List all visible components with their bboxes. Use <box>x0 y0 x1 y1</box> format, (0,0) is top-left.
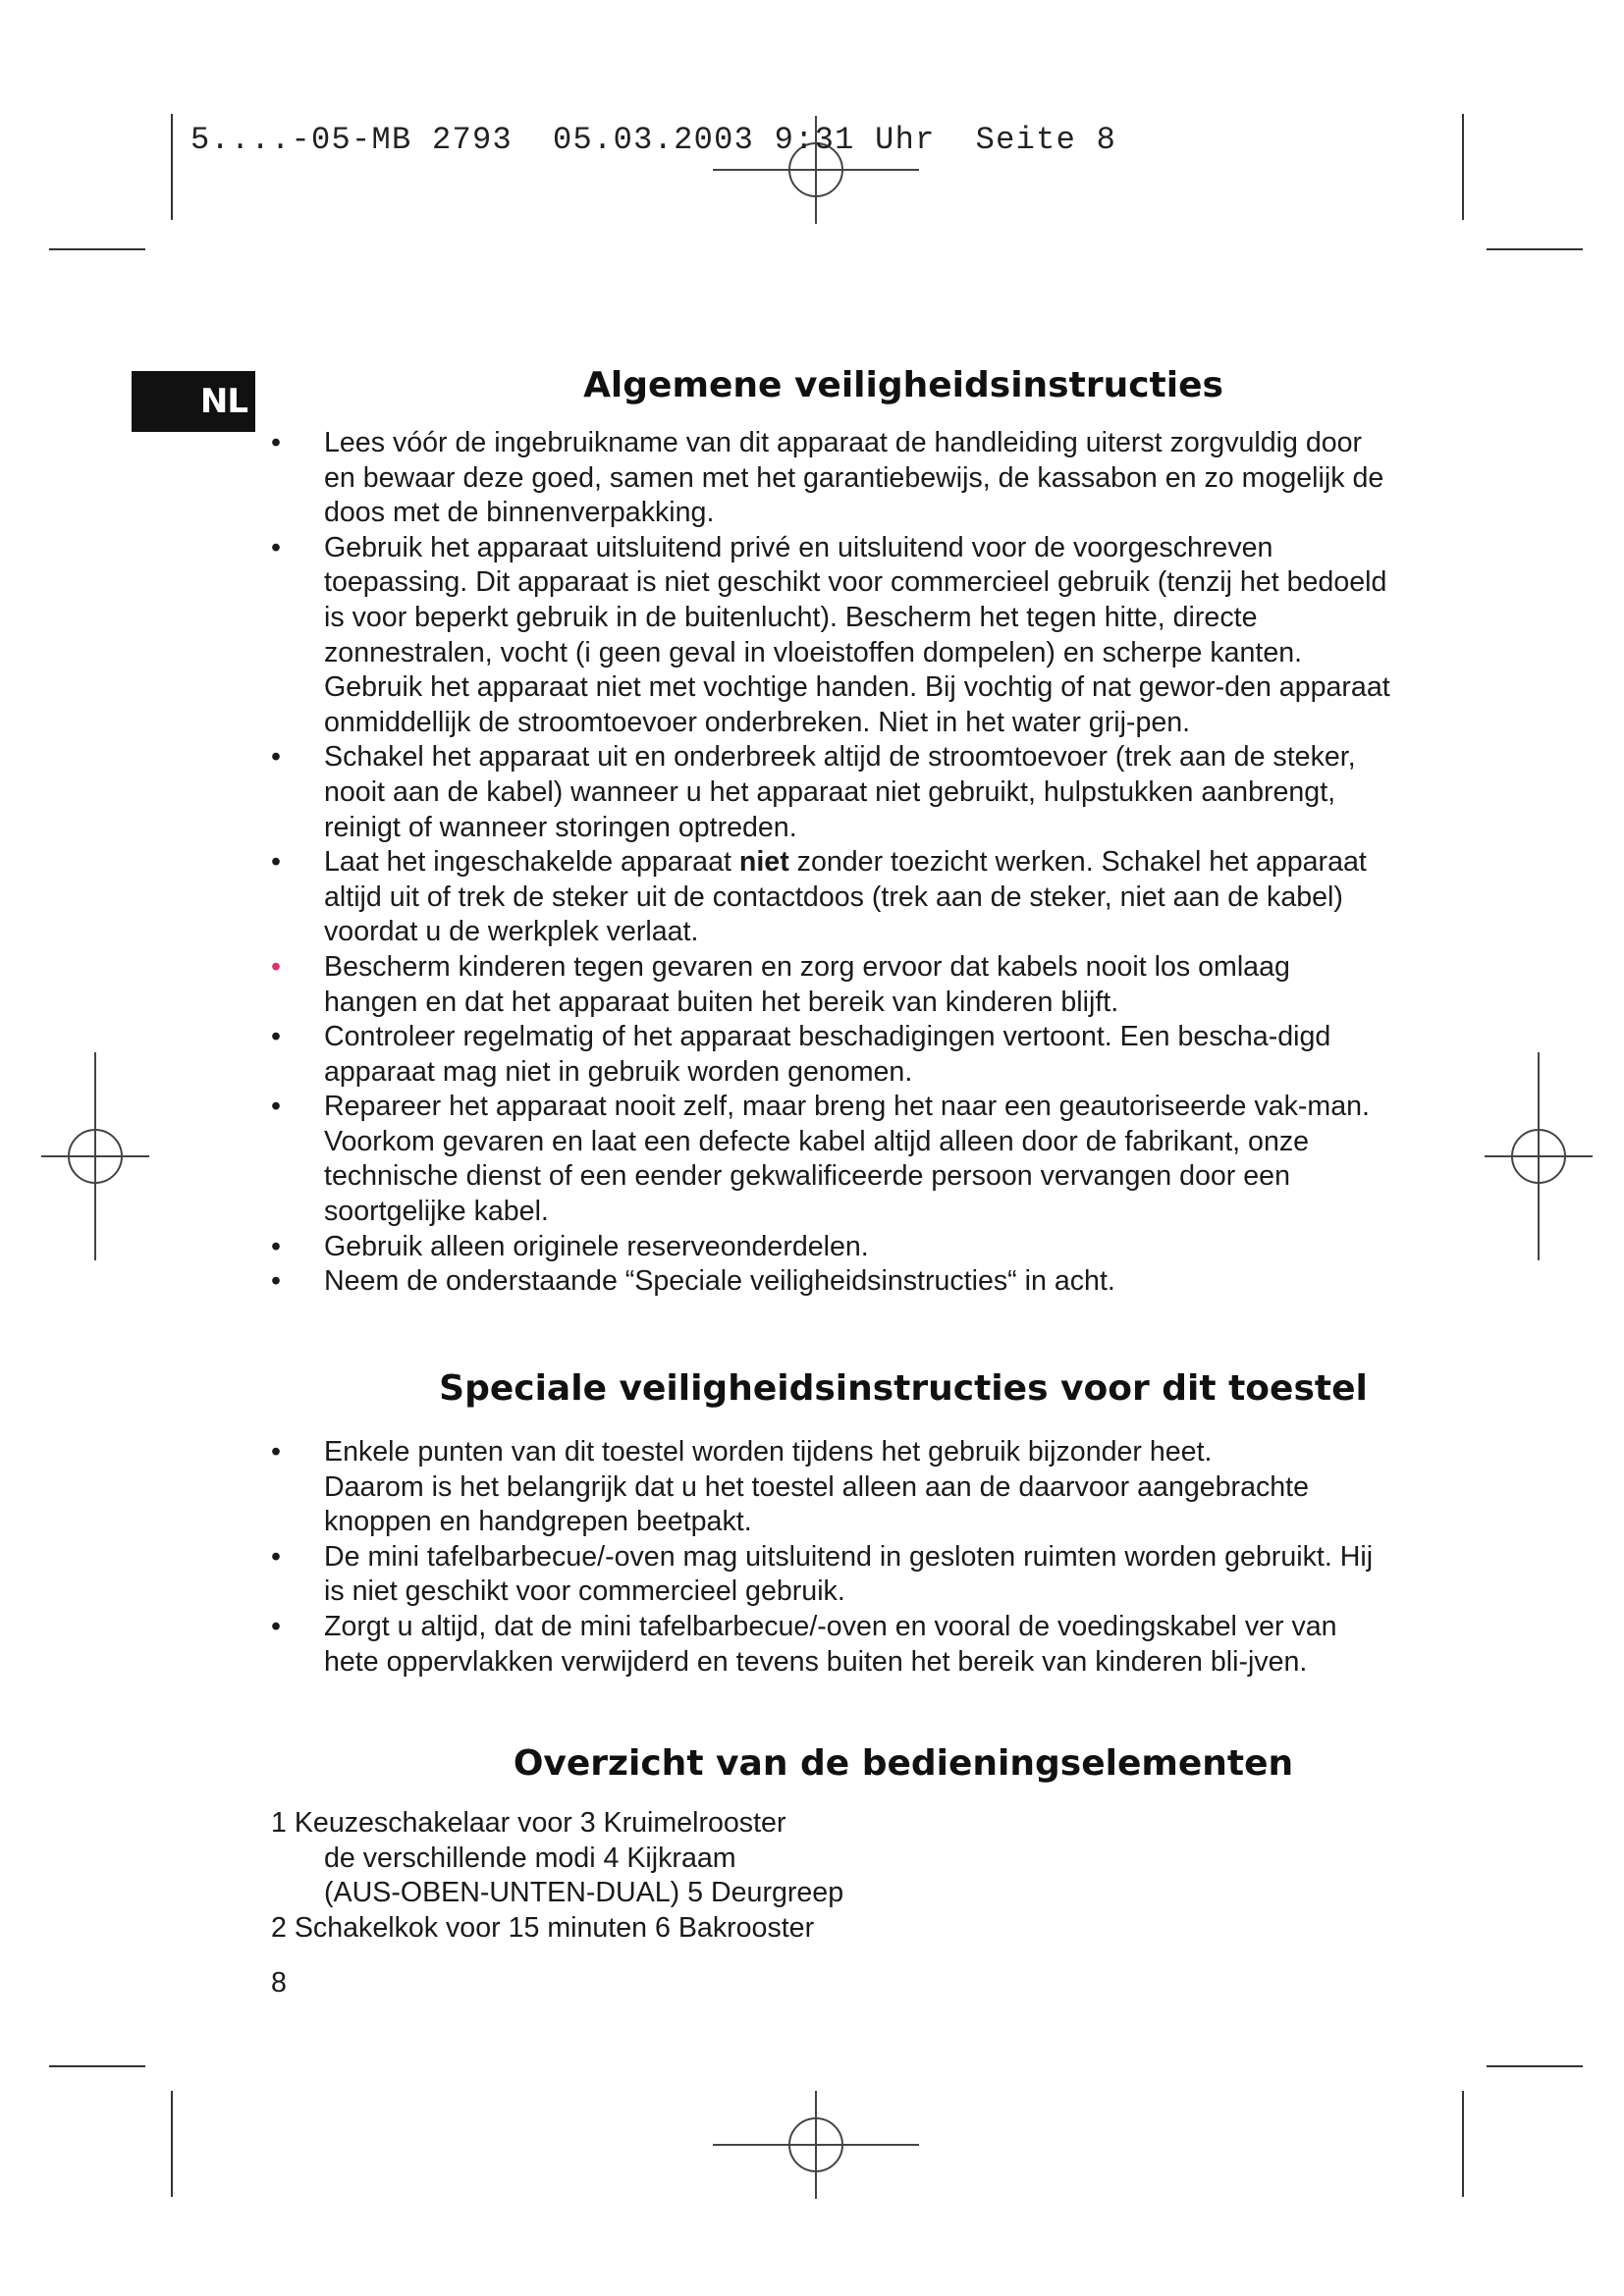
bullet: • <box>271 1610 282 1642</box>
list-item: • Zorgt u altijd, dat de mini tafelbarbecue/-oven en vooral de voedingskabel ver van hete oppervlakken verwijderd en tevens buiten het bereik van kinderen bli-jven. <box>271 1610 1337 1678</box>
crop-mark <box>49 2065 145 2067</box>
controls-line: 2 Schakelkok voor 15 minuten 6 Bakrooster <box>271 1911 815 1944</box>
list-item: • Gebruik het apparaat uitsluitend privé en uitsluitend voor de voorgeschreven toepassing. Dit apparaat is niet geschikt voor commercieel gebruik (tenzij het bedoeld is voor beperkt gebruik in de buitenlucht). Bescherm het tegen hitte, directe zonnestralen, vocht (i geen geval in vloeistoffen dompelen) en scherpe kanten. Gebruik het apparaat niet met vochtige handen. Bij vochtig of nat gewor-den apparaat onmiddellijk de stroomtoevoer onderbreken. Niet in het water grij-pen. <box>271 531 1390 738</box>
section-title-general-safety: Algemene veiligheidsinstructies <box>583 365 1223 405</box>
bullet: • <box>271 1230 282 1262</box>
bullet: • <box>271 531 282 563</box>
bullet: • <box>271 1021 282 1053</box>
crop-mark <box>1462 2091 1464 2197</box>
special-safety-list <box>271 1435 1390 1680</box>
general-safety-list <box>271 426 1390 1300</box>
bullet: • <box>271 1265 282 1298</box>
crop-mark <box>1487 2065 1583 2067</box>
bullet: • <box>271 427 282 458</box>
list-item: • Controleer regelmatig of het apparaat beschadigingen vertoont. Een bescha-digd apparaat mag niet in gebruik worden genomen. <box>271 1021 1331 1088</box>
list-item: • Laat het ingeschakelde apparaat niet zonder toezicht werken. Schakel het apparaat altijd uit of trek de steker uit de contactdoos (trek aan de steker, niet aan de kabel) voordat u de werkplek verlaat. <box>271 846 1367 948</box>
registration-mark-left <box>41 1052 149 1260</box>
list-item: • Bescherm kinderen tegen gevaren en zorg ervoor dat kabels nooit los omlaag hangen en dat het apparaat buiten het bereik van kinderen blijft. <box>271 950 1290 1018</box>
bullet: • <box>271 1091 282 1123</box>
controls-line: 1 Keuzeschakelaar voor 3 Kruimelrooster <box>271 1807 786 1839</box>
list-item: • Lees vóór de ingebruikname van dit apparaat de handleiding uiterst zorgvuldig door en bewaar deze goed, samen met het garantiebewijs, de kassabon en zo mogelijk de doos met de binnenverpakking. <box>271 427 1384 529</box>
bullet: • <box>271 846 282 879</box>
emphasis-not: niet <box>738 846 789 879</box>
list-item: • Repareer het apparaat nooit zelf, maar breng het naar een geautoriseerde vak-man. Voorkom gevaren en laat een defecte kabel altijd alleen door de fabrikant, onze technische dienst of een eender gekwalificeerde persoon vervangen door een soortgelijke kabel. <box>271 1091 1370 1228</box>
bullet: • <box>271 950 282 983</box>
registration-mark-bottom <box>713 2091 919 2199</box>
print-job-header: 5....-05-MB 2793 05.03.2003 9:31 Uhr Seite 8 <box>190 122 1117 158</box>
section-title-controls-overview: Overzicht van de bedieningselementen <box>513 1743 1294 1784</box>
controls-line: (AUS-OBEN-UNTEN-DUAL) 5 Deurgreep <box>324 1877 844 1909</box>
list-item: • Schakel het apparaat uit en onderbreek altijd de stroomtoevoer (trek aan de steker, nooit aan de kabel) wanneer u het apparaat niet gebruikt, hulpstukken aanbrengt, reinigt of wanneer storingen optreden. <box>271 741 1356 843</box>
controls-list <box>271 1806 1155 1946</box>
list-item: • De mini tafelbarbecue/-oven mag uitsluitend in gesloten ruimten worden gebruikt. Hij is niet geschikt voor commercieel gebruik. <box>271 1540 1374 1608</box>
bullet: • <box>271 741 282 774</box>
list-item: • Neem de onderstaande “Speciale veiligheidsinstructies“ in acht. <box>271 1264 1390 1300</box>
page-number: 8 <box>271 1967 287 1999</box>
section-title-special-safety: Speciale veiligheidsinstructies voor dit toestel <box>439 1368 1368 1409</box>
bullet: • <box>271 1540 282 1573</box>
bullet: • <box>271 1436 282 1468</box>
list-item: • Enkele punten van dit toestel worden tijdens het gebruik bijzonder heet. Daarom is het belangrijk dat u het toestel alleen aan de daarvoor aangebrachte knoppen en handgrepen beetpakt. <box>271 1436 1310 1538</box>
registration-mark-right <box>1485 1052 1593 1260</box>
crop-mark <box>1487 248 1583 250</box>
crop-mark <box>1462 114 1464 220</box>
language-tab: NL <box>132 371 255 432</box>
controls-line: de verschillende modi 4 Kijkraam <box>324 1842 736 1874</box>
list-item: • Gebruik alleen originele reserveonderdelen. <box>271 1230 1390 1265</box>
crop-mark <box>49 248 145 250</box>
crop-mark <box>171 114 173 220</box>
crop-mark <box>171 2091 173 2197</box>
